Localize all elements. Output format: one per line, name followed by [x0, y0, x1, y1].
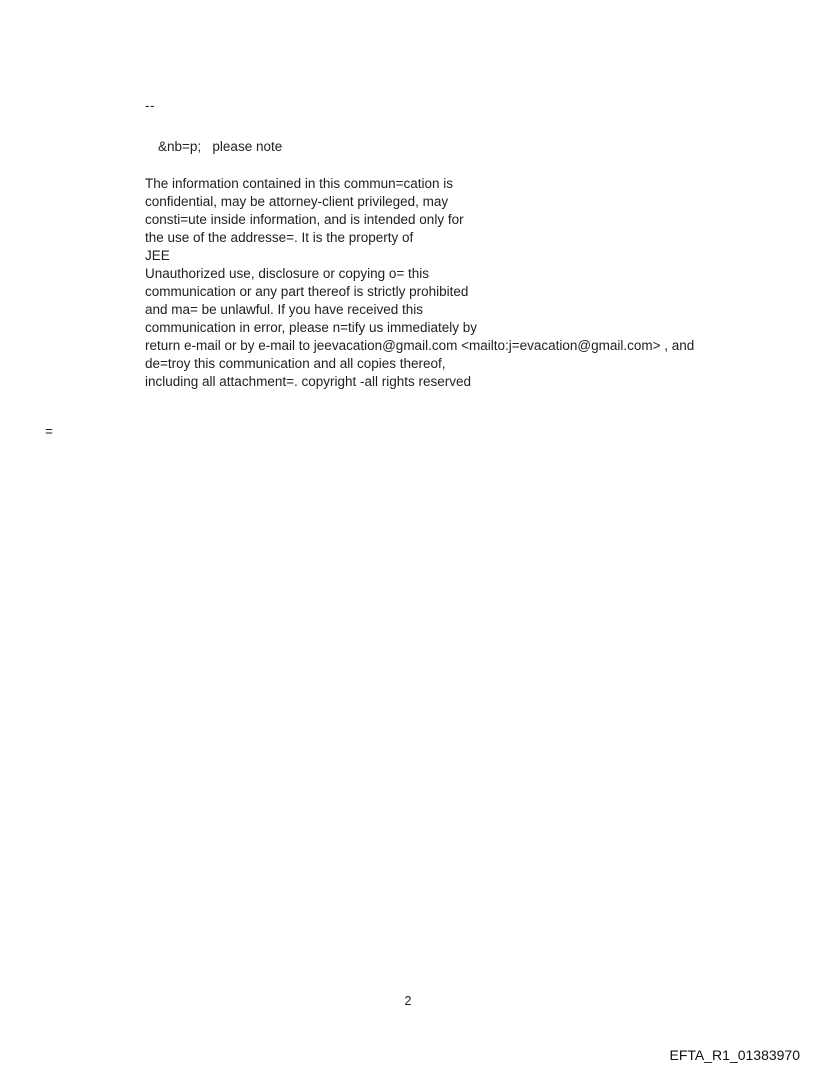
disclaimer-line: JEE: [145, 248, 170, 263]
disclaimer-line: communication in error, please n=tify us immediately by: [145, 320, 478, 335]
disclaimer-line: communication or any part thereof is strictly prohibited: [145, 284, 469, 299]
disclaimer-line: The information contained in this commun=cation is: [145, 176, 454, 191]
disclaimer-line: return e-mail or by e-mail to jeevacation@gmail.com <mailto:j=evacation@gmail.com> , and: [145, 338, 695, 353]
disclaimer-line: and ma= be unlawful. If you have received this: [145, 302, 424, 317]
disclaimer-line: consti=ute inside information, and is intended only for: [145, 212, 464, 227]
note-line: &nb=p; please note: [158, 139, 283, 154]
signature-separator: --: [145, 98, 155, 113]
disclaimer-line: de=troy this communication and all copies thereof,: [145, 356, 446, 371]
disclaimer-line: Unauthorized use, disclosure or copying o= this: [145, 266, 430, 281]
disclaimer-line: including all attachment=. copyright -all rights reserved: [145, 374, 472, 389]
stray-equals-mark: =: [45, 424, 53, 439]
disclaimer-line: confidential, may be attorney-client privileged, may: [145, 194, 449, 209]
disclaimer-line: the use of the addresse=. It is the property of: [145, 230, 414, 245]
page-number: 2: [404, 994, 412, 1008]
disclaimer-paragraph: [145, 175, 694, 391]
bates-stamp: EFTA_R1_01383970: [669, 1047, 800, 1063]
